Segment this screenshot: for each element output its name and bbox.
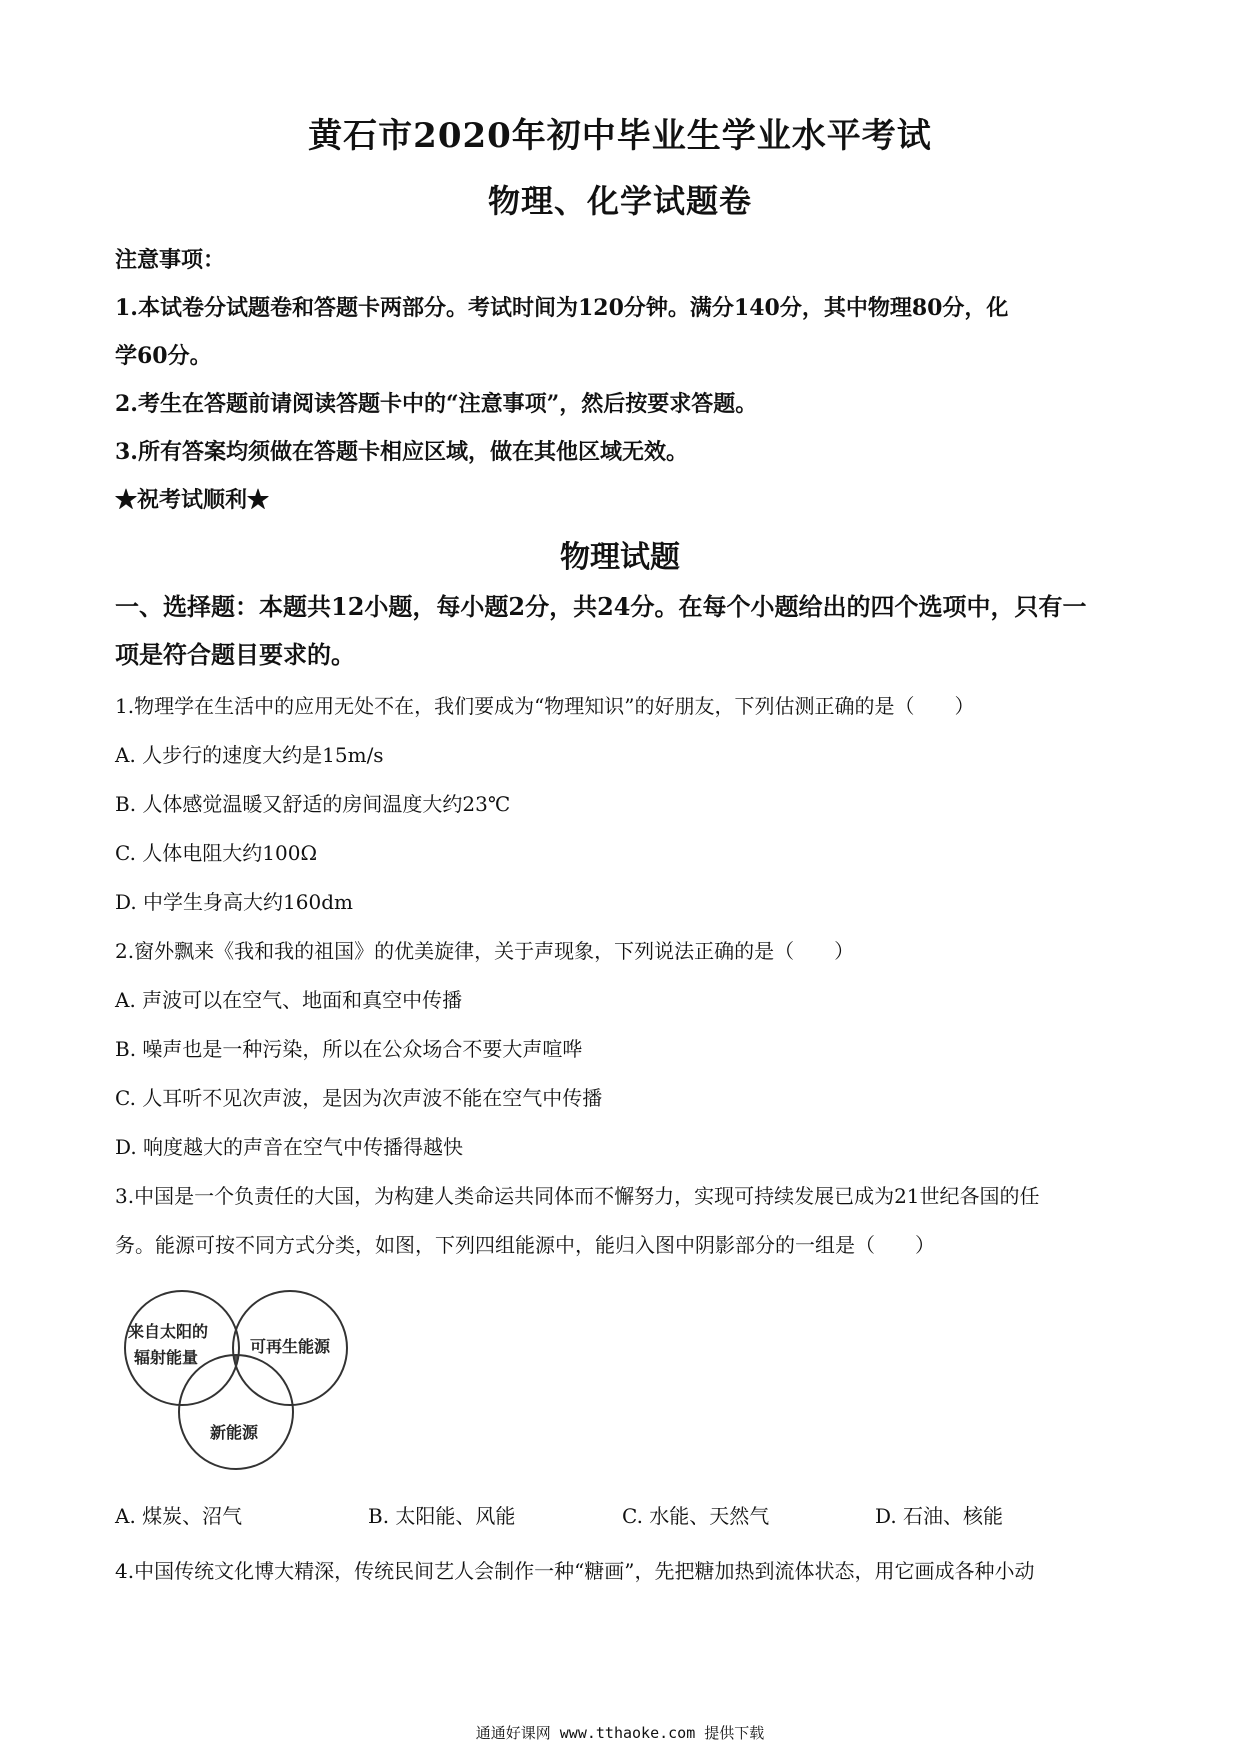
notice-item: 3.所有答案均须做在答题卡相应区域，做在其他区域无效。 [115, 439, 688, 465]
venn-label-solar-2: 辐射能量 [134, 1348, 199, 1367]
exam-subtitle: 物理、化学试题卷 [487, 182, 752, 220]
question-3 [115, 1172, 1130, 1270]
notice-item: 2.考生在答题前请阅读答题卡中的“注意事项”，然后按要求答题。 [115, 391, 758, 417]
notice-item: 学60分。 [115, 343, 212, 369]
option-c: C. 人耳听不见次声波，是因为次声波不能在空气中传播 [115, 1086, 603, 1110]
option-b: B. 人体感觉温暖又舒适的房间温度大约23℃ [115, 792, 511, 816]
option-d: D. 中学生身高大约160dm [115, 890, 353, 914]
question-stem-line: 3.中国是一个负责任的大国，为构建人类命运共同体而不懈努力，实现可持续发展已成为21世纪各国的任 [115, 1184, 1040, 1208]
section-intro-line: 一、选择题：本题共12小题，每小题2分，共24分。在每个小题给出的四个选项中，只有一 [115, 592, 1087, 621]
section-title: 物理试题 [560, 540, 680, 575]
venn-label-renewable: 可再生能源 [250, 1337, 331, 1356]
question-4 [115, 1547, 1130, 1596]
section-intro [115, 583, 1130, 679]
section-intro-line: 项是符合题目要求的。 [115, 640, 355, 669]
question-3-options [115, 1500, 1130, 1540]
notice-blessing: ★祝考试顺利★ [115, 487, 270, 513]
question-stem: 1.物理学在生活中的应用无处不在，我们要成为“物理知识”的好朋友，下列估测正确的是（ ） [115, 694, 975, 718]
venn-label-solar-1: 来自太阳的 [128, 1322, 209, 1341]
question-1 [115, 682, 1130, 927]
venn-label-new-energy: 新能源 [210, 1423, 259, 1442]
option-a: A. 人步行的速度大约是15m/s [115, 743, 384, 767]
venn-circle-new-energy [179, 1355, 293, 1469]
option-a: A. 声波可以在空气、地面和真空中传播 [115, 988, 463, 1012]
option-d: D. 响度越大的声音在空气中传播得越快 [115, 1135, 464, 1159]
footer-download-notice: 通通好课网 www.tthaoke.com 提供下载 [475, 1724, 765, 1742]
venn-diagram [120, 1288, 352, 1472]
notice-block [115, 236, 1125, 524]
question-2 [115, 927, 1130, 1172]
notice-item: 1.本试卷分试题卷和答题卡两部分。考试时间为120分钟。满分140分，其中物理80分，化 [115, 295, 1009, 321]
option-d: D. 石油、核能 [875, 1504, 1004, 1528]
option-a: A. 煤炭、沼气 [115, 1504, 243, 1528]
exam-title: 黄石市2020年初中毕业生学业水平考试 [308, 116, 932, 156]
question-stem: 2.窗外飘来《我和我的祖国》的优美旋律，关于声现象，下列说法正确的是（ ） [115, 939, 855, 963]
option-b: B. 噪声也是一种污染，所以在公众场合不要大声喧哗 [115, 1037, 583, 1061]
option-b: B. 太阳能、风能 [368, 1504, 516, 1528]
option-c: C. 人体电阻大约100Ω [115, 841, 318, 865]
option-c: C. 水能、天然气 [622, 1504, 770, 1528]
notice-heading: 注意事项： [115, 247, 226, 273]
question-stem: 4.中国传统文化博大精深，传统民间艺人会制作一种“糖画”，先把糖加热到流体状态，用它画成各种小动 [115, 1559, 1035, 1583]
question-stem-line: 务。能源可按不同方式分类，如图，下列四组能源中，能归入图中阴影部分的一组是（ ） [115, 1233, 935, 1257]
